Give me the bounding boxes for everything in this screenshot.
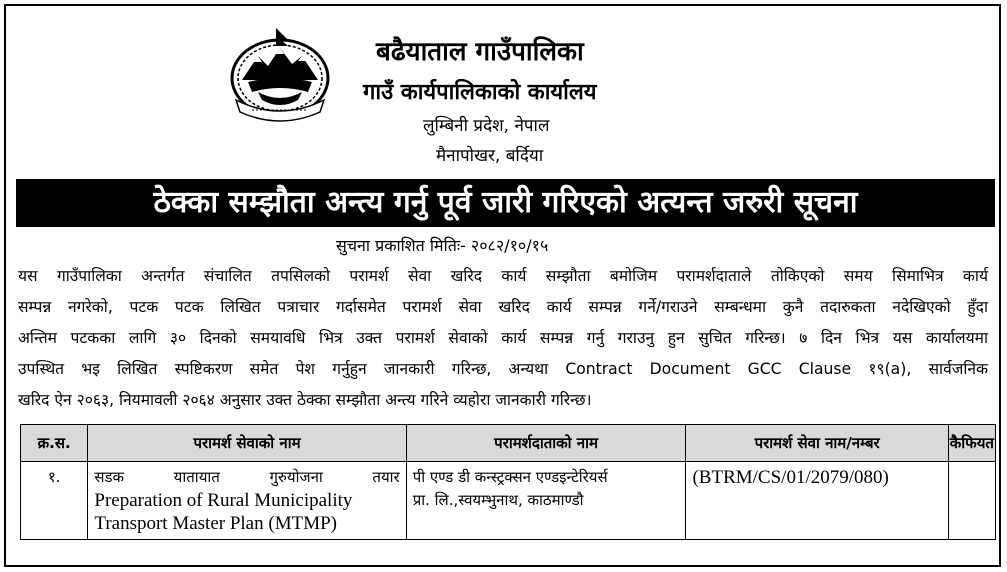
- table-header-row: [21, 425, 996, 462]
- body-line: उपस्थित भइ लिखित स्पष्टिकरण समेत पेश गर्नुहुन जानकारी गरिन्छ, अन्यथा Contract Document GCC Clause १९(a), सार्वजनिक: [18, 360, 988, 378]
- body-line: अन्तिम पटकका लागि ३० दिनको समयावधि भित्र उक्त परामर्श सेवाको कार्य सम्पन्न गर्नु गराउनु हुन सुचित गरिन्छ। ७ दिन भित्र यस कार्यालयमा: [18, 329, 988, 347]
- consultant-line-1: पी एण्ड डी कन्स्ट्रक्सन एण्डइन्टेरियर्स: [412, 468, 608, 486]
- body-line: यस गाउँपालिका अन्तर्गत संचालित तपसिलको परामर्श सेवा खरिद कार्य सम्झौता बमोजिम परामर्शदाताले तोकिएको समय सिमाभित्र कार्य: [18, 267, 988, 285]
- service-name-np: सडक यातायात गुरुयोजना तयार: [94, 468, 400, 486]
- notice-frame: [4, 4, 1001, 567]
- table-row: [21, 462, 996, 540]
- province-name: लुम्बिनी प्रदेश, नेपाल: [423, 116, 550, 136]
- consultant-line-2: प्रा. लि.,स्वयम्भुनाथ, काठमाण्डौ: [412, 491, 584, 509]
- cell-serial: १.: [21, 462, 88, 540]
- header-consultant: परामर्शदाताको नाम: [406, 425, 686, 462]
- cell-service-name: [88, 462, 406, 540]
- contract-table: [20, 424, 996, 540]
- notice-body: [18, 261, 988, 416]
- letterhead: [6, 6, 1003, 176]
- cell-service-number: (BTRM/CS/01/2079/080): [686, 462, 948, 540]
- header-serial: क्र.स.: [21, 425, 88, 462]
- municipality-name: बढैयाताल गाउँपालिका: [376, 37, 584, 67]
- cell-consultant: [406, 462, 686, 540]
- cell-remarks: [948, 462, 995, 540]
- header-service-name: परामर्श सेवाको नाम: [88, 425, 406, 462]
- header-service-number: परामर्श सेवा नाम/नम्बर: [686, 425, 948, 462]
- notice-title: ठेक्का सम्झौता अन्त्य गर्नु पूर्व जारी गरिएको अत्यन्त जरुरी सूचना: [16, 179, 995, 227]
- service-name-en: Preparation of Rural Municipality Transport Master Plan (MTMP): [94, 490, 353, 534]
- office-location: मैनापोखर, बर्दिया: [436, 146, 544, 166]
- body-line: खरिद ऐन २०६३, नियमावली २०६४ अनुसार उक्त ठेक्का सम्झौता अन्त्य गरिने व्यहोरा जानकारी गरिन्छ।: [18, 391, 592, 409]
- nepal-government-emblem-icon: [228, 26, 332, 124]
- office-name: गाउँ कार्यपालिकाको कार्यालय: [363, 80, 597, 105]
- header-remarks: कैफियत: [948, 425, 995, 462]
- published-date: सुचना प्रकाशित मितिः- २०८२/१०/१५: [336, 236, 549, 255]
- body-line: सम्पन्न नगरेको, पटक पटक लिखित पत्राचार गर्दासमेत परामर्श सेवा खरिद कार्य सम्पन्न गर्ने/गराउने सम्बन्धमा कुनै तदारुकता नदेखिएको हुँदा: [18, 298, 988, 316]
